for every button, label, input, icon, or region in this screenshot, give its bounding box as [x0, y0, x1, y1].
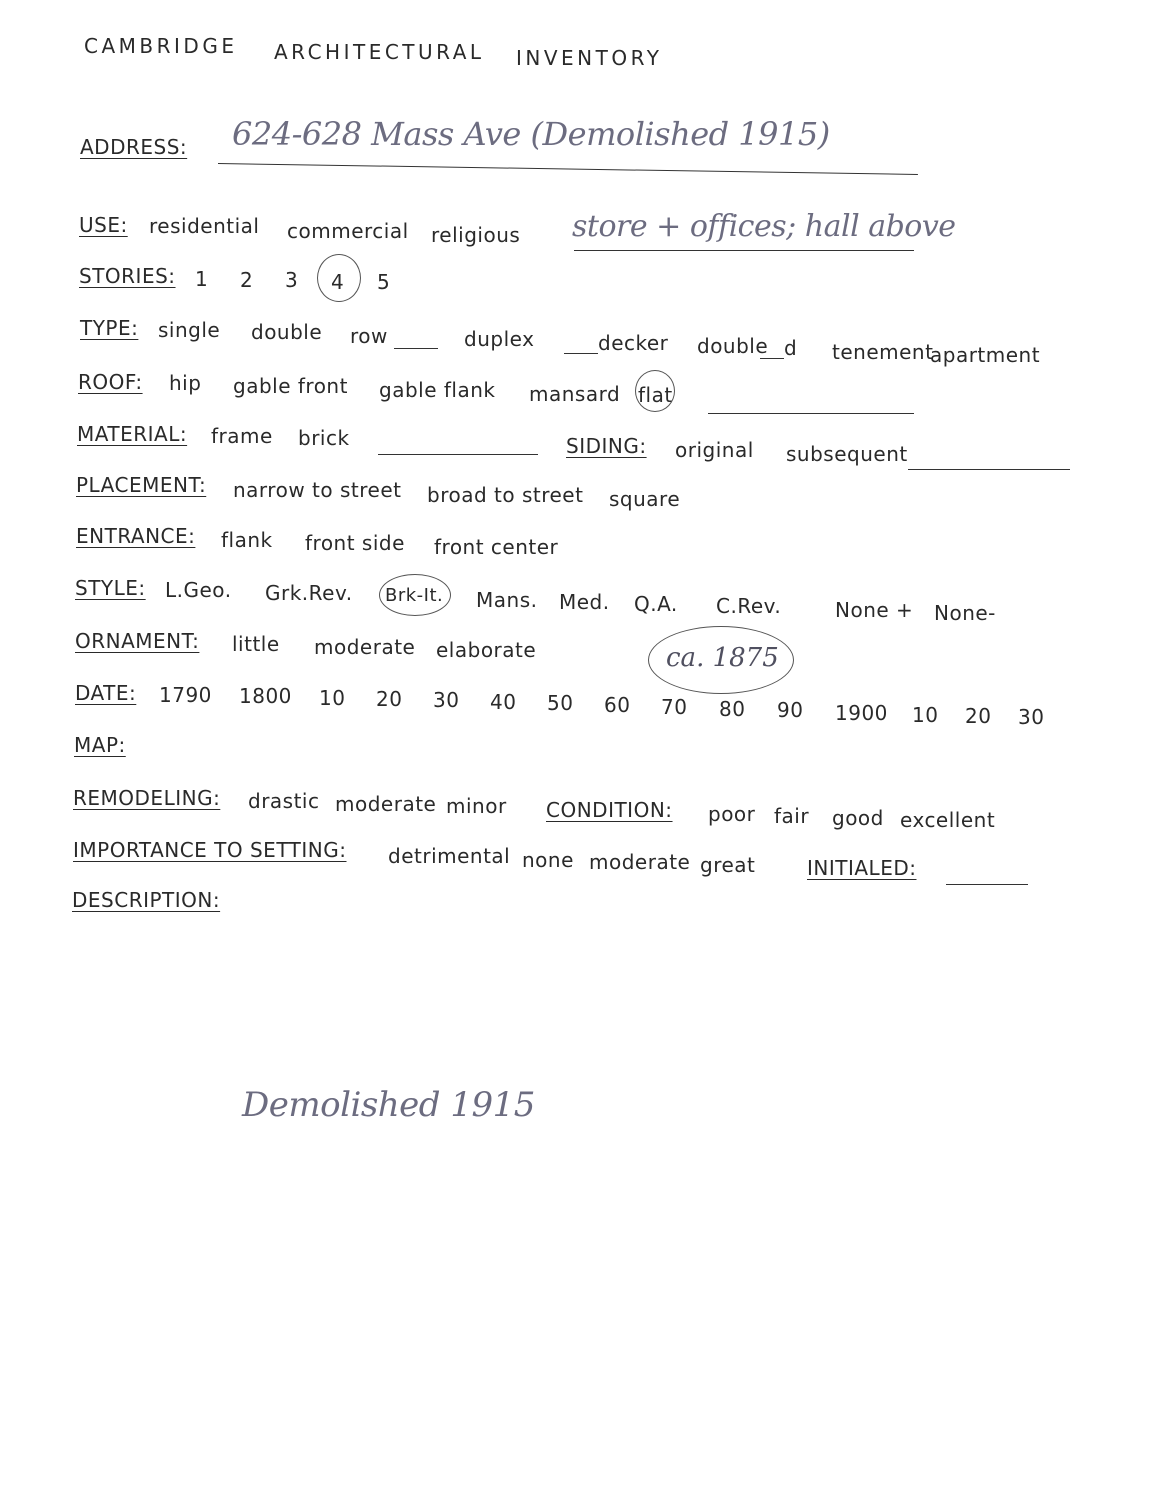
- condition-option-poor: poor: [708, 802, 756, 826]
- date-label: DATE:: [75, 681, 137, 705]
- stories-option-5: 5: [377, 270, 391, 294]
- importance-option-none: none: [522, 848, 574, 872]
- date-option-1930: 30: [1018, 705, 1045, 729]
- condition-option-excellent: excellent: [900, 808, 996, 832]
- placement-option-square: square: [609, 487, 681, 511]
- condition-label: CONDITION:: [546, 798, 673, 822]
- initialed-label: INITIALED:: [807, 856, 917, 880]
- address-line: [218, 163, 918, 175]
- type-option-decker: decker: [598, 331, 669, 355]
- style-option-crev: C.Rev.: [716, 594, 782, 618]
- style-option-none-minus: None-: [934, 601, 996, 625]
- entrance-label: ENTRANCE:: [76, 524, 196, 548]
- roof-option-mansard: mansard: [529, 382, 621, 406]
- style-option-brkit: Brk-It.: [385, 585, 444, 606]
- siding-blank: [908, 469, 1070, 470]
- placement-label: PLACEMENT:: [76, 473, 207, 497]
- date-option-1900: 1900: [835, 701, 888, 725]
- type-row-blank: [394, 348, 438, 349]
- condition-option-good: good: [832, 806, 884, 830]
- entrance-option-front-side: front side: [305, 531, 405, 555]
- ornament-label: ORNAMENT:: [75, 629, 200, 653]
- roof-blank: [708, 413, 914, 414]
- style-label: STYLE:: [75, 576, 146, 600]
- material-label: MATERIAL:: [77, 422, 188, 446]
- roof-option-gable-front: gable front: [233, 374, 348, 398]
- condition-option-fair: fair: [774, 804, 810, 828]
- use-option-commercial: commercial: [287, 219, 409, 243]
- date-option-40: 40: [490, 690, 517, 714]
- remodeling-option-minor: minor: [446, 794, 507, 818]
- material-blank: [378, 454, 538, 455]
- address-value: 624-628 Mass Ave (Demolished 1915): [232, 115, 830, 153]
- roof-option-gable-flank: gable flank: [379, 378, 496, 402]
- title-cambridge: CAMBRIDGE: [84, 34, 238, 58]
- importance-option-detrimental: detrimental: [388, 844, 511, 868]
- date-written-value: ca. 1875: [666, 643, 779, 673]
- date-option-1910: 10: [912, 703, 939, 727]
- material-option-frame: frame: [211, 424, 273, 448]
- style-option-grkrev: Grk.Rev.: [265, 581, 353, 605]
- date-option-20: 20: [376, 687, 403, 711]
- roof-selection-circle: [635, 370, 675, 412]
- title-inventory: INVENTORY: [516, 46, 663, 70]
- placement-option-narrow: narrow to street: [233, 478, 402, 502]
- type-option-double: double: [251, 320, 323, 344]
- address-label: ADDRESS:: [80, 135, 188, 159]
- importance-option-moderate: moderate: [589, 850, 691, 874]
- remodeling-option-drastic: drastic: [248, 789, 320, 813]
- use-written-value: store + offices; hall above: [572, 209, 956, 244]
- style-selection-circle: [379, 574, 451, 616]
- importance-option-great: great: [700, 853, 756, 877]
- style-option-none-plus: None +: [835, 598, 914, 622]
- description-note: Demolished 1915: [242, 1085, 535, 1125]
- initialed-blank: [946, 884, 1028, 885]
- type-option-single: single: [158, 318, 221, 342]
- ornament-option-little: little: [232, 632, 280, 656]
- stories-label: STORIES:: [79, 264, 176, 288]
- date-option-80: 80: [719, 697, 746, 721]
- date-option-60: 60: [604, 693, 631, 717]
- type-option-duplex: duplex: [464, 327, 535, 351]
- entrance-option-front-center: front center: [434, 535, 559, 559]
- date-option-30: 30: [433, 688, 460, 712]
- date-option-70: 70: [661, 695, 688, 719]
- type-decker-blank: [564, 353, 598, 354]
- stories-option-1: 1: [195, 267, 209, 291]
- date-option-90: 90: [777, 698, 804, 722]
- roof-option-hip: hip: [169, 371, 202, 395]
- use-option-religious: religious: [431, 223, 521, 247]
- type-label: TYPE:: [80, 316, 139, 340]
- siding-option-subsequent: subsequent: [786, 442, 908, 466]
- roof-label: ROOF:: [78, 370, 143, 394]
- use-label: USE:: [79, 213, 128, 237]
- ornament-option-moderate: moderate: [314, 635, 416, 659]
- date-option-1790: 1790: [159, 683, 212, 707]
- stories-selection-circle: [317, 254, 361, 302]
- type-double-d-blank: [760, 358, 784, 359]
- style-option-qa: Q.A.: [634, 592, 678, 616]
- importance-label: IMPORTANCE TO SETTING:: [73, 838, 347, 862]
- style-option-med: Med.: [559, 590, 610, 614]
- entrance-option-flank: flank: [221, 528, 273, 552]
- map-label: MAP:: [74, 733, 126, 757]
- stories-option-2: 2: [240, 268, 254, 292]
- type-option-tenement: tenement: [832, 340, 934, 364]
- title-architectural: ARCHITECTURAL: [274, 40, 485, 64]
- siding-option-original: original: [675, 438, 754, 462]
- ornament-option-elaborate: elaborate: [436, 638, 537, 662]
- style-option-lgeo: L.Geo.: [165, 578, 232, 602]
- date-option-1920: 20: [965, 704, 992, 728]
- stories-option-3: 3: [285, 268, 299, 292]
- use-option-residential: residential: [149, 214, 260, 238]
- style-option-mans: Mans.: [476, 588, 538, 612]
- date-option-10: 10: [319, 686, 346, 710]
- stories-option-4: 4: [331, 270, 345, 294]
- placement-option-broad: broad to street: [427, 483, 584, 507]
- type-option-row: row: [350, 324, 388, 348]
- type-option-double-d: double: [697, 334, 769, 358]
- date-option-50: 50: [547, 691, 574, 715]
- date-option-1800: 1800: [239, 684, 292, 708]
- roof-option-flat: flat: [638, 383, 673, 407]
- use-line: [574, 250, 914, 251]
- type-option-d: d: [784, 336, 798, 360]
- description-label: DESCRIPTION:: [72, 888, 221, 912]
- siding-label: SIDING:: [566, 434, 647, 458]
- remodeling-option-moderate: moderate: [335, 792, 437, 816]
- material-option-brick: brick: [298, 426, 350, 450]
- remodeling-label: REMODELING:: [73, 786, 221, 810]
- type-option-apartment: apartment: [930, 343, 1041, 367]
